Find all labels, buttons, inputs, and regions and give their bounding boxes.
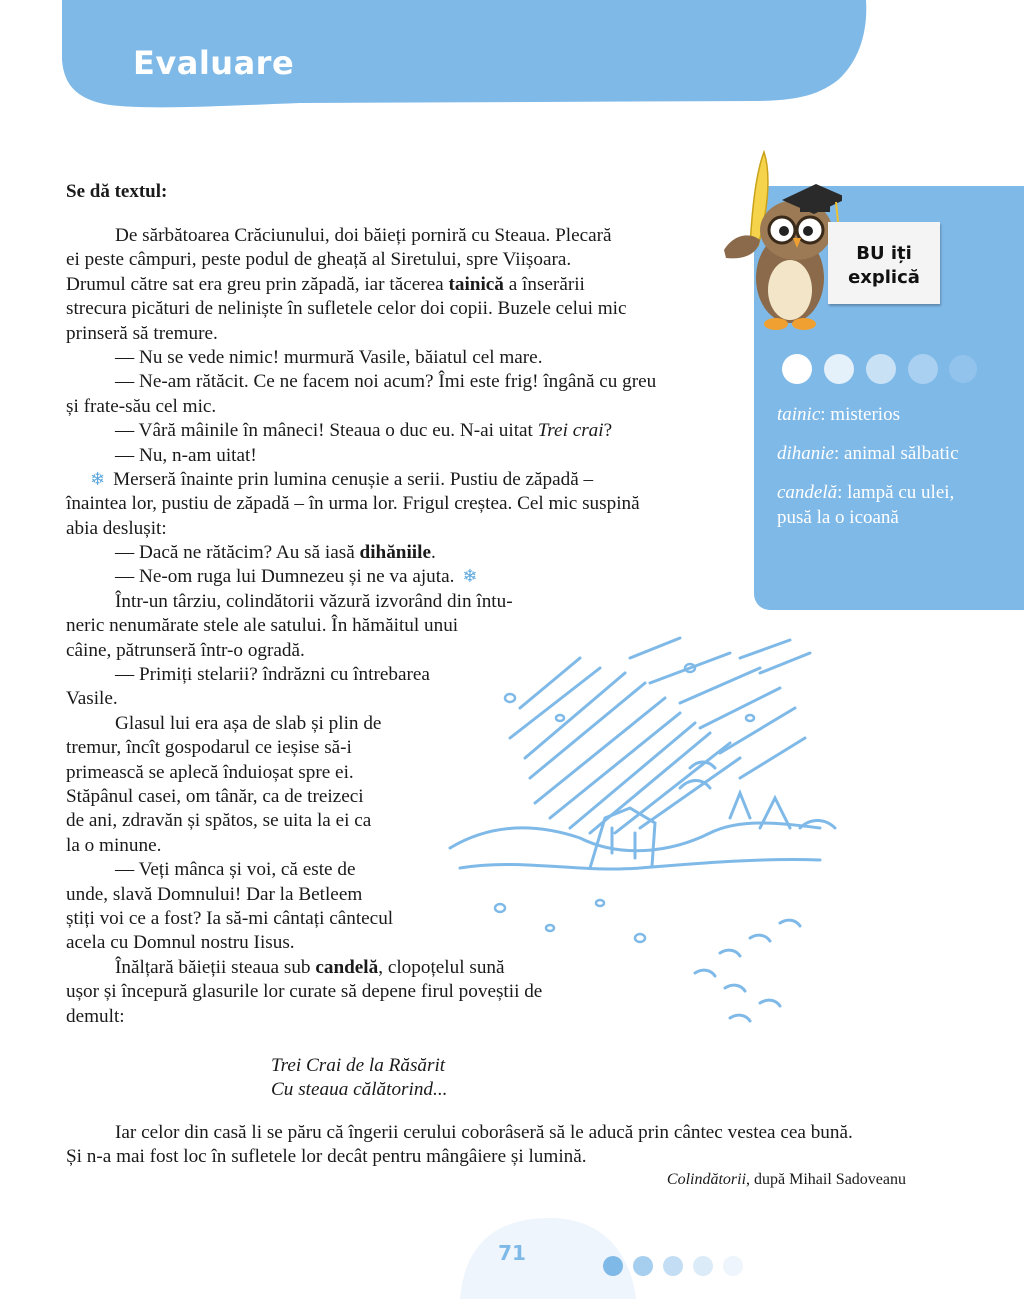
intro-heading: Se dă textul: [66, 181, 168, 202]
text-line: la o minune. [66, 834, 162, 856]
text-line: ușor și începură glasurile lor curate să depene firul poveștii de [66, 981, 543, 1003]
text-line: Înălțară băieții steaua sub candelă, clopoțelul sună [115, 956, 505, 978]
text-line: Într-un târziu, colindătorii văzură izvorând din întu- [115, 590, 513, 612]
final-paragraph [66, 1121, 853, 1170]
glossary-list [777, 402, 977, 544]
story-text [66, 224, 656, 1029]
dialogue-line: — Ne-am rătăcit. Ce ne facem noi acum? Îmi este frig! îngână cu greu [115, 371, 657, 393]
text-line: acela cu Domnul nostru Iisus. [66, 932, 295, 954]
glossary-term: dihanie [777, 443, 834, 464]
footer-decoration [440, 1210, 760, 1299]
card-line-2: explică [848, 267, 920, 288]
text-line: unde, slavă Domnului! Dar la Betleem [66, 883, 363, 905]
glossary-definition: : animal sălbatic [834, 443, 959, 464]
keyword-tainica: tainică [448, 273, 504, 295]
glossary-item [777, 480, 977, 530]
text-line: înaintea lor, pustiu de zăpadă – în urma lor. Frigul creștea. Cel mic suspină [66, 493, 640, 515]
poem-line: Cu steaua călătorind... [271, 1079, 448, 1101]
card-line-1: BU iți [856, 243, 912, 264]
poem-line: Trei Crai de la Răsărit [271, 1055, 446, 1076]
owl-mascot-icon [712, 148, 842, 338]
text-line: demult: [66, 1005, 125, 1027]
dialogue-line: — Nu se vede nimic! murmură Vasile, băiatul cel mare. [115, 346, 543, 368]
glossary-definition: : lampă cu ulei, pusă la o icoană [777, 482, 955, 528]
text-line: ❄ Merseră înainte prin lumina cenușie a serii. Pustiu de zăpadă – [90, 468, 594, 490]
glossary-term: tainic [777, 404, 821, 425]
dialogue-line: — Nu, n-am uitat! [115, 444, 257, 466]
text-line: neric nenumărate stele ale satului. În hămăitul unui [66, 615, 459, 637]
page-title: Evaluare [133, 44, 295, 82]
text-line: primească se aplecă înduioșat spre ei. [66, 761, 354, 783]
source-credit [667, 1171, 906, 1189]
glossary-item [777, 441, 977, 466]
sidebar-dots [780, 352, 980, 386]
dialogue-line: — Vâră mâinile în mâneci! Steaua o duc eu. N-ai uitat Trei crai? [115, 420, 613, 442]
text-line: Iar celor din casă li se păru că îngerii cerului coborâseră să le aducă prin cântec vestea cea bună. [115, 1122, 853, 1143]
keyword-candela: candelă [315, 956, 379, 978]
dialogue-line: — Veți mânca și voi, că este de [115, 859, 356, 881]
text-line: știți voi ce a fost? Ia să-mi cântați cântecul [66, 907, 394, 929]
text-line: strecura picături de neliniște în sufletele celor doi copii. Buzele celui mic [66, 298, 627, 320]
poem-quote [271, 1054, 447, 1103]
text-line: Glasul lui era așa de slab și plin de [115, 712, 382, 734]
snowflake-icon: ❄ [90, 468, 106, 490]
credit-work: Colindătorii [666, 1171, 747, 1188]
text-line: abia deslușit: [66, 517, 167, 539]
text-line: Drumul către sat era greu prin zăpadă, iar tăcerea tainică a înserării [66, 273, 585, 295]
credit-author: , după Mihail Sadoveanu [746, 1171, 906, 1188]
text-line: ei peste câmpuri, peste podul de gheață al Siretului, spre Viișoara. [66, 249, 572, 271]
dialogue-line: — Ne-om ruga lui Dumnezeu și ne va ajuta. ❄ [115, 566, 478, 588]
snowflake-icon: ❄ [462, 566, 478, 588]
text-line: prinseră să tremure. [66, 322, 218, 344]
dialogue-line: — Dacă ne rătăcim? Au să iasă dihăniile. [115, 542, 436, 564]
glossary-item [777, 402, 977, 427]
glossary-definition: : misterios [820, 404, 900, 425]
text-line: Stăpânul casei, om tânăr, ca de treizeci [66, 785, 364, 807]
page-number: 71 [498, 1241, 526, 1265]
text-line: de ani, zdravăn și spătos, se uita la ei ca [66, 810, 372, 832]
text-line: tremur, încît gospodarul ce ieșise să-i [66, 737, 352, 759]
glossary-term: candelă [777, 482, 838, 503]
info-card [828, 222, 940, 304]
text-line: câine, pătrunseră într-o ogradă. [66, 639, 305, 661]
text-line: Vasile. [66, 688, 118, 710]
text-line: și frate-său cel mic. [66, 395, 217, 417]
text-line: Și n-a mai fost loc în sufletele lor decât pentru mângâiere și lumină. [66, 1146, 587, 1168]
text-line: De sărbătoarea Crăciunului, doi băieți porniră cu Steaua. Plecară [115, 225, 612, 246]
keyword-dihaniile: dihăniile [359, 542, 431, 564]
dialogue-line: — Primiți stelarii? îndrăzni cu întrebarea [115, 664, 430, 686]
